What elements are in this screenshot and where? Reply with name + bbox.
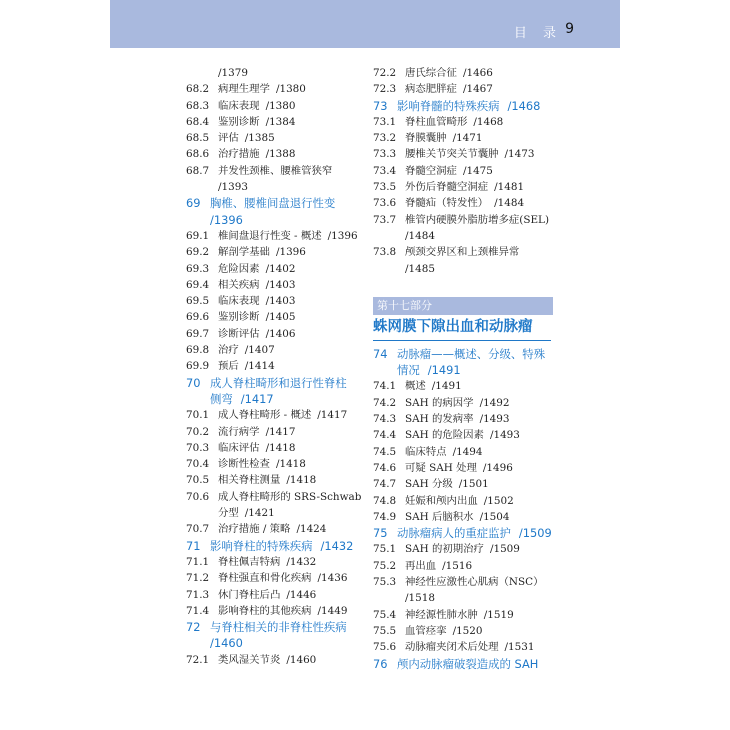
chapter-page: /1432: [320, 538, 354, 553]
entry-title: /1484: [405, 229, 435, 242]
part-divider: [373, 340, 551, 341]
entry-title: 病态肥胖症 /1467: [405, 83, 493, 96]
chapter-title: 侧弯 /1417: [210, 391, 274, 406]
entry-page: /1421: [244, 507, 275, 520]
toc-chapter: [186, 619, 366, 635]
entry-title: 椎间盘退行性变 - 概述 /1396: [218, 229, 358, 242]
entry-number: 73.5: [373, 181, 397, 194]
toc-entry: [186, 407, 366, 423]
entry-title: 妊娠和颅内出血 /1502: [405, 494, 514, 507]
entry-page: /1417: [265, 425, 296, 438]
entry-title: 唐氏综合征 /1466: [405, 67, 493, 79]
entry-page: /1402: [265, 262, 296, 275]
entry-title: 临床评估 /1418: [218, 441, 296, 454]
entry-title: /1485: [405, 262, 435, 275]
entry-title: 病理生理学 /1380: [218, 83, 306, 96]
toc-entry: [373, 509, 553, 525]
entry-title: SAH 的危险因素 /1493: [405, 429, 520, 442]
entry-number: 73.3: [373, 148, 397, 161]
toc-entry: [186, 521, 366, 537]
entry-number: 71.2: [186, 572, 210, 585]
toc-entry: [373, 574, 553, 590]
chapter-number: 70: [186, 375, 201, 390]
entry-title: 概述 /1491: [405, 380, 462, 393]
entry-title: 流行病学 /1417: [218, 425, 296, 438]
entry-page: /1417: [317, 409, 348, 422]
toc-entry: [186, 114, 366, 130]
entry-number: 74.1: [373, 380, 397, 393]
entry-page: /1468: [473, 115, 504, 128]
chapter-title: /1396: [210, 212, 243, 227]
toc-entry: [186, 652, 366, 668]
entry-page: /1396: [327, 229, 358, 242]
toc-entry: [186, 293, 366, 309]
entry-title: /1518: [405, 592, 435, 605]
entry-page: /1406: [265, 327, 296, 340]
entry-title: 评估 /1385: [218, 132, 275, 145]
toc-entry: [186, 81, 366, 97]
entry-number: 74.2: [373, 396, 397, 409]
toc-entry: [373, 590, 553, 606]
entry-page: /1509: [489, 543, 520, 556]
entry-number: 69.5: [186, 295, 210, 308]
toc-entry: [373, 81, 553, 97]
entry-page: /1494: [452, 445, 483, 458]
entry-title: SAH 分级 /1501: [405, 478, 489, 491]
entry-number: 72.3: [373, 83, 397, 96]
page-number: 9: [565, 21, 574, 37]
entry-title: 相关疾病 /1403: [218, 278, 296, 291]
part-label: 第十七部分: [373, 297, 553, 315]
entry-number: 71.4: [186, 604, 210, 617]
entry-page: /1481: [494, 181, 525, 194]
toc-entry: [373, 541, 553, 557]
toc-entry: [186, 456, 366, 472]
entry-page: /1473: [504, 148, 535, 161]
entry-number: 74.8: [373, 494, 397, 507]
entry-page: /1466: [462, 67, 493, 79]
entry-title: /1393: [218, 181, 248, 194]
entry-page: /1388: [265, 148, 296, 161]
toc-left-column: [186, 65, 366, 668]
entry-title: 类风湿关节炎 /1460: [218, 653, 317, 666]
toc-entry: [373, 427, 553, 443]
entry-title: 诊断性检查 /1418: [218, 458, 306, 471]
entry-page: /1516: [442, 559, 473, 572]
toc-entry: [186, 228, 366, 244]
entry-number: 69.8: [186, 344, 210, 357]
entry-page: /1424: [296, 523, 327, 536]
entry-page: /1519: [483, 608, 514, 621]
toc-entry: [373, 639, 553, 655]
toc-entry: [186, 570, 366, 586]
entry-number: 75.2: [373, 559, 397, 572]
toc-chapter: [373, 98, 553, 114]
chapter-number: 74: [373, 346, 388, 361]
entry-title: 影响脊柱的其他疾病 /1449: [218, 604, 348, 617]
entry-title: 腰椎关节突关节囊肿 /1473: [405, 148, 535, 161]
toc-right-column: [373, 65, 553, 672]
entry-title: 临床表现 /1380: [218, 99, 296, 112]
entry-title: SAH 的病因学 /1492: [405, 396, 510, 409]
toc-entry: [373, 558, 553, 574]
chapter-title: 动脉瘤——概述、分级、特殊: [397, 346, 546, 361]
entry-title: 脊柱佩吉特病 /1432: [218, 555, 317, 568]
entry-number: 70.5: [186, 474, 210, 487]
entry-number: 75.5: [373, 624, 397, 637]
entry-number: 73.7: [373, 213, 397, 226]
toc-entry: [373, 476, 553, 492]
entry-number: 75.6: [373, 641, 397, 654]
toc-entry: [186, 587, 366, 603]
toc-entry: [373, 261, 553, 277]
entry-title: 诊断评估 /1406: [218, 327, 296, 340]
entry-number: 70.6: [186, 490, 210, 503]
toc-chapter: [186, 375, 366, 391]
entry-number: 69.6: [186, 311, 210, 324]
entry-title: 解剖学基础 /1396: [218, 246, 306, 259]
entry-number: 73.8: [373, 246, 397, 259]
entry-page: /1418: [286, 474, 317, 487]
entry-number: 74.5: [373, 445, 397, 458]
entry-page: /1418: [275, 458, 306, 471]
entry-page: /1405: [265, 311, 296, 324]
entry-title: 成人脊柱畸形 - 概述 /1417: [218, 409, 348, 422]
entry-title: SAH 后脑积水 /1504: [405, 510, 510, 523]
entry-title: 分型 /1421: [218, 507, 275, 520]
toc-entry: [373, 411, 553, 427]
toc-entry: [186, 342, 366, 358]
entry-page: /1432: [286, 555, 317, 568]
chapter-page: /1468: [507, 98, 541, 113]
toc-entry: [186, 163, 366, 179]
entry-title: 外伤后脊髓空洞症 /1481: [405, 181, 525, 194]
entry-number: 70.1: [186, 409, 210, 422]
chapter-number: 75: [373, 526, 388, 541]
entry-page: /1504: [479, 510, 510, 523]
entry-page: /1496: [482, 461, 513, 474]
toc-entry: [373, 163, 553, 179]
entry-page: /1471: [452, 132, 483, 145]
toc-chapter: [186, 212, 366, 228]
chapter-title: /1460: [210, 636, 243, 651]
toc-entry: [373, 65, 553, 81]
entry-title: 鉴别诊断 /1384: [218, 115, 296, 128]
toc-entry: [186, 472, 366, 488]
entry-number: 73.1: [373, 115, 397, 128]
toc-chapter: [186, 538, 366, 554]
entry-title: 并发性颈椎、腰椎管狭窄: [218, 164, 333, 177]
entry-page: /1531: [504, 641, 535, 654]
toc-chapter: [373, 656, 553, 672]
entry-title: 脊柱血管畸形 /1468: [405, 115, 504, 128]
entry-title: 神经性应激性心肌病（NSC）: [405, 576, 544, 589]
toc-entry: [186, 98, 366, 114]
toc-entry: [186, 603, 366, 619]
entry-page: /1491: [431, 380, 462, 393]
entry-number: 69.4: [186, 278, 210, 291]
entry-title: 治疗 /1407: [218, 344, 275, 357]
entry-title: 治疗措施 / 策略 /1424: [218, 523, 327, 536]
toc-entry: [373, 244, 553, 260]
entry-title: 神经源性肺水肿 /1519: [405, 608, 514, 621]
chapter-title: 影响脊髓的特殊疾病 /1468: [397, 98, 541, 113]
entry-page: /1418: [265, 441, 296, 454]
entry-title: 动脉瘤夹闭术后处理 /1531: [405, 641, 535, 654]
entry-number: 73.4: [373, 164, 397, 177]
entry-title: 休门脊柱后凸 /1446: [218, 588, 317, 601]
entry-number: 75.4: [373, 608, 397, 621]
toc-chapter: [373, 346, 553, 362]
chapter-page: /1417: [240, 391, 274, 406]
entry-page: /1493: [479, 413, 510, 426]
entry-number: 69.9: [186, 360, 210, 373]
toc-entry: [373, 493, 553, 509]
toc-entry: [373, 228, 553, 244]
entry-title: 脊髓疝（特发性） /1484: [405, 197, 525, 210]
entry-title: SAH 的发病率 /1493: [405, 413, 510, 426]
entry-number: 74.6: [373, 461, 397, 474]
entry-number: 75.1: [373, 543, 397, 556]
entry-title: 颅颈交界区和上颈椎异常: [405, 246, 520, 259]
entry-number: 75.3: [373, 576, 397, 589]
part-title: 蛛网膜下隙出血和动脉瘤: [373, 318, 533, 335]
toc-entry: [186, 505, 366, 521]
toc-entry: [373, 460, 553, 476]
entry-number: 69.3: [186, 262, 210, 275]
entry-page: /1493: [489, 429, 520, 442]
entry-page: /1520: [452, 624, 483, 637]
chapter-page: /1491: [427, 363, 461, 378]
toc-entry: [373, 444, 553, 460]
entry-number: 70.4: [186, 458, 210, 471]
toc-entry: [373, 395, 553, 411]
entry-title: 临床表现 /1403: [218, 295, 296, 308]
toc-entry: [186, 440, 366, 456]
chapter-title: 动脉瘤病人的重症监护 /1509: [397, 526, 552, 541]
entry-number: 70.2: [186, 425, 210, 438]
toc-entry: [373, 130, 553, 146]
entry-number: 68.6: [186, 148, 210, 161]
entry-title: 脊膜囊肿 /1471: [405, 132, 483, 145]
toc-entry: [373, 179, 553, 195]
entry-page: /1501: [458, 478, 489, 491]
chapter-title: 与脊柱相关的非脊柱性疾病: [210, 620, 347, 635]
entry-page: /1492: [479, 396, 510, 409]
toc-chapter: [186, 195, 366, 211]
toc-entry: [186, 326, 366, 342]
toc-entry: [373, 623, 553, 639]
toc-entry: [373, 146, 553, 162]
entry-page: /1449: [317, 604, 348, 617]
entry-title: 鉴别诊断 /1405: [218, 311, 296, 324]
toc-entry: [373, 378, 553, 394]
header-title: 目 录: [513, 26, 562, 41]
entry-page: /1446: [286, 588, 317, 601]
entry-page: /1380: [265, 99, 296, 112]
chapter-title: 影响脊柱的特殊疾病 /1432: [210, 538, 354, 553]
entry-page: /1436: [317, 572, 348, 585]
entry-title: 可疑 SAH 处理 /1496: [405, 461, 513, 474]
toc-entry: [373, 114, 553, 130]
entry-title: 脊柱强直和骨化疾病 /1436: [218, 572, 348, 585]
entry-page: /1380: [275, 83, 306, 96]
toc-entry: [186, 130, 366, 146]
entry-title: 血管痉挛 /1520: [405, 624, 483, 637]
entry-number: 69.7: [186, 327, 210, 340]
entry-title: 治疗措施 /1388: [218, 148, 296, 161]
entry-number: 69.2: [186, 246, 210, 259]
toc-entry: [186, 277, 366, 293]
entry-number: 71.1: [186, 555, 210, 568]
toc-chapter: [186, 391, 366, 407]
toc-entry: [186, 244, 366, 260]
entry-number: 74.9: [373, 510, 397, 523]
toc-entry: [186, 146, 366, 162]
entry-number: 69.1: [186, 229, 210, 242]
toc-entry: [373, 195, 553, 211]
entry-page: /1403: [265, 278, 296, 291]
toc-entry: [186, 489, 366, 505]
entry-page: /1396: [275, 246, 306, 259]
chapter-number: 73: [373, 98, 388, 113]
entry-number: 68.5: [186, 132, 210, 145]
chapter-number: 71: [186, 538, 201, 553]
entry-title: 成人脊柱畸形的 SRS-Schwab: [218, 490, 362, 503]
toc-entry: [186, 554, 366, 570]
entry-number: 72.1: [186, 653, 210, 666]
entry-page: /1460: [286, 653, 317, 666]
entry-number: 73.2: [373, 132, 397, 145]
entry-title: /1379: [218, 67, 248, 79]
toc-entry: [186, 309, 366, 325]
entry-title: 危险因素 /1402: [218, 262, 296, 275]
toc-right-bottom: [373, 346, 553, 672]
entry-page: /1385: [244, 132, 275, 145]
entry-number: 71.3: [186, 588, 210, 601]
entry-title: 脊髓空洞症 /1475: [405, 164, 493, 177]
entry-page: /1484: [494, 197, 525, 210]
toc-entry: [186, 65, 366, 81]
page-header: [110, 0, 620, 48]
toc-chapter: [373, 362, 553, 378]
entry-page: /1502: [483, 494, 514, 507]
entry-number: 70.7: [186, 523, 210, 536]
chapter-number: 76: [373, 656, 388, 671]
entry-title: 临床特点 /1494: [405, 445, 483, 458]
entry-title: 预后 /1414: [218, 360, 275, 373]
toc-right-top: [373, 65, 553, 277]
toc-chapter: [186, 635, 366, 651]
chapter-page: /1509: [518, 526, 552, 541]
entry-number: 68.4: [186, 115, 210, 128]
entry-number: 74.4: [373, 429, 397, 442]
entry-page: /1384: [265, 115, 296, 128]
entry-number: 68.3: [186, 99, 210, 112]
toc-entry: [186, 179, 366, 195]
entry-page: /1475: [462, 164, 493, 177]
entry-number: 68.7: [186, 164, 210, 177]
toc-entry: [373, 607, 553, 623]
entry-page: /1414: [244, 360, 275, 373]
chapter-number: 69: [186, 196, 201, 211]
entry-title: 椎管内硬膜外脂肪增多症(SEL): [405, 213, 550, 226]
chapter-number: 72: [186, 620, 201, 635]
entry-number: 68.2: [186, 83, 210, 96]
entry-number: 74.3: [373, 413, 397, 426]
entry-number: 72.2: [373, 67, 397, 79]
entry-title: 相关脊柱测量 /1418: [218, 474, 317, 487]
toc-entry: [373, 212, 553, 228]
entry-page: /1467: [462, 83, 493, 96]
entry-page: /1403: [265, 295, 296, 308]
entry-page: /1407: [244, 344, 275, 357]
chapter-title: 成人脊柱畸形和退行性脊柱: [210, 375, 347, 390]
chapter-title: 胸椎、腰椎间盘退行性变: [210, 196, 336, 211]
entry-number: 74.7: [373, 478, 397, 491]
entry-number: 73.6: [373, 197, 397, 210]
entry-title: 再出血 /1516: [405, 559, 473, 572]
entry-number: 70.3: [186, 441, 210, 454]
chapter-title: 情况 /1491: [397, 363, 461, 378]
chapter-title: 颅内动脉瘤破裂造成的 SAH: [397, 656, 539, 671]
toc-entry: [186, 261, 366, 277]
toc-entry: [186, 424, 366, 440]
toc-chapter: [373, 525, 553, 541]
toc-entry: [186, 358, 366, 374]
entry-title: SAH 的初期治疗 /1509: [405, 543, 520, 556]
